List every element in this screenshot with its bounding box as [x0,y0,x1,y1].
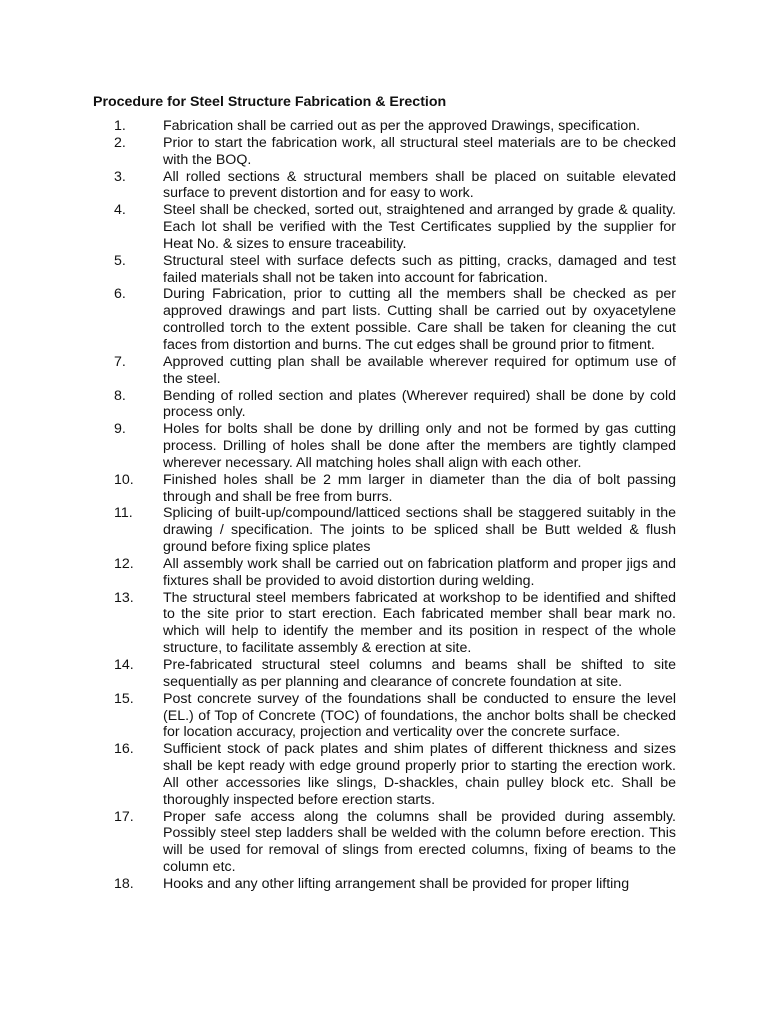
list-item [0,388,768,422]
item-text: Approved cutting plan shall be available wherever required for optimum use of the steel. [163,353,676,387]
list-item [0,135,768,169]
item-number: 9. [114,421,126,438]
item-number: 2. [114,134,126,151]
procedure-list [0,118,768,893]
item-number: 4. [114,202,126,219]
item-text: Sufficient stock of pack plates and shim plates of different thickness and sizes shall be kept ready with edge ground properly prior to starting the erection work. All other accessories like slings, D-shackles, chain pulley block etc. Shall be thoroughly inspected before erection starts. [163,741,676,808]
item-text: Hooks and any other lifting arrangement shall be provided for proper lifting [163,875,630,892]
item-number: 17. [114,808,134,825]
item-number: 12. [114,555,134,572]
list-item [0,876,768,893]
list-item [0,118,768,135]
item-text: Proper safe access along the columns shall be provided during assembly. Possibly steel step ladders shall be welded with the column before erection. This will be used for removal of slings from erected columns, fixing of beams to the column etc. [163,808,676,876]
item-number: 13. [114,589,134,606]
item-text: Fabrication shall be carried out as per the approved Drawings, specification. [163,118,641,134]
item-text: Bending of rolled section and plates (Wherever required) shall be done by cold process only. [163,387,676,421]
item-number: 18. [114,875,134,892]
list-item [0,691,768,742]
item-number: 5. [114,252,126,269]
list-item [0,354,768,388]
list-item [0,657,768,691]
item-number: 7. [114,353,126,370]
list-item [0,253,768,287]
item-number: 16. [114,741,134,758]
list-item [0,286,768,353]
item-number: 1. [114,118,126,134]
item-number: 11. [114,505,133,522]
document-title: Procedure for Steel Structure Fabrication & Erection [93,94,447,110]
item-text: Post concrete survey of the foundations shall be conducted to ensure the level (EL.) of Top of Concrete (TOC) of foundations, the anchor bolts shall be checked for location accuracy, projection and verticality over the concrete surface. [163,690,676,741]
item-text: All assembly work shall be carried out on fabrication platform and proper jigs and fixtures shall be provided to avoid distortion during welding. [163,555,676,589]
item-number: 15. [114,690,134,707]
list-item [0,590,768,657]
item-text: All rolled sections & structural members shall be placed on suitable elevated surface to prevent distortion and for easy to work. [163,168,676,202]
item-number: 6. [114,286,126,303]
list-item [0,421,768,472]
item-text: Prior to start the fabrication work, all structural steel materials are to be checked with the BOQ. [163,134,676,168]
list-item [0,556,768,590]
item-text: Steel shall be checked, sorted out, straightened and arranged by grade & quality. Each lot shall be verified with the Test Certificates supplied by the supplier for Heat No. & sizes to ensure traceability. [163,202,676,252]
item-text: Structural steel with surface defects such as pitting, cracks, damaged and test failed materials shall not be taken into account for fabrication. [163,252,676,286]
list-item [0,741,768,808]
list-item [0,169,768,203]
item-number: 10. [114,471,134,488]
list-item [0,472,768,506]
item-number: 14. [114,657,134,673]
list-item [0,505,768,556]
item-text: During Fabrication, prior to cutting all the members shall be checked as per approved drawings and part lists. Cutting shall be carried out by oxyacetylene controlled torch to the extent possible. Care shall be taken for cleaning the cut faces from distortion and burns. The cut edges shall be ground prior to fitment. [163,286,676,353]
item-text: Finished holes shall be 2 mm larger in diameter than the dia of bolt passing through and shall be free from burrs. [163,471,676,505]
item-number: 8. [114,387,126,404]
item-number: 3. [114,168,126,185]
item-text: Pre-fabricated structural steel columns and beams shall be shifted to site sequentially as per planning and clearance of concrete foundation at site. [163,657,676,690]
item-text: Holes for bolts shall be done by drilling only and not be formed by gas cutting process. Drilling of holes shall be done after the members are tightly clamped wherever necessary. All matching holes shall align with each other. [163,421,676,471]
list-item [0,202,768,253]
list-item [0,809,768,876]
item-text: The structural steel members fabricated at workshop to be identified and shifted to the site prior to start erection. Each fabricated member shall bear mark no. which will help to identify the member and its position in respect of the whole structure, to facilitate assembly & erection at site. [163,589,676,657]
item-text: Splicing of built-up/compound/latticed sections shall be staggered suitably in the drawing / specification. The joints to be spliced shall be Butt welded & flush ground before fixing splice plates [163,505,676,556]
